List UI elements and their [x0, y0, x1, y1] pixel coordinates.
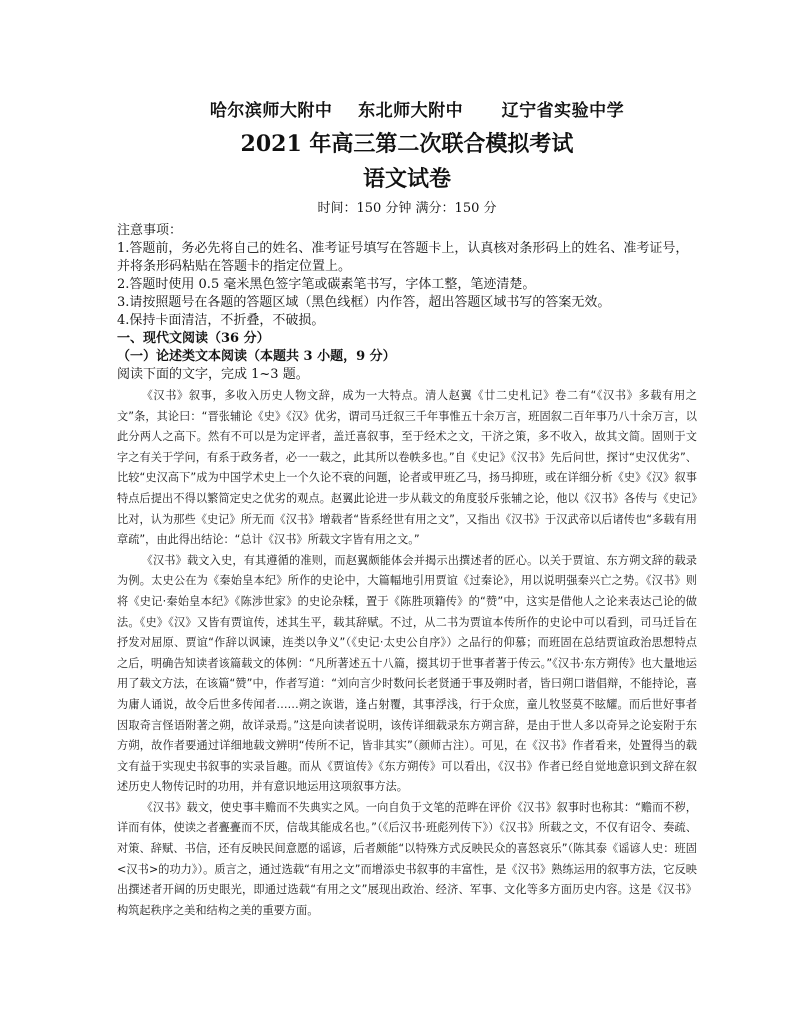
- passage-paragraph: 《汉书》载文，使史事丰赡而不失典实之风。一向自负于文笔的范晔在评价《汉书》叙事时也称其：“赡而不秽，详而有体，使读之者亹亹而不厌，信哉其能成名也。”（《后汉书·班彪列传下》）《汉书》所载之文，不仅有诏令、奏疏、对策、辞赋、书信，还有反映民间意愿的谣谚，后者颇能“以特殊方式反映民众的喜怒哀乐”（陈其泰《谣谚人史：班固<汉书>的功力》）。质言之，通过选载“有用之文”而增添史书叙事的丰富性，是《汉书》熟练运用的叙事方法，它反映出撰述者开阔的历史眼光，即通过选载“有用之文”展现出政治、经济、军事、文化等多方面历史内容。这是《汉书》构筑起秩序之美和结构之美的重要方面。: [117, 800, 697, 917]
- notice-heading: 注意事项：: [117, 223, 183, 238]
- exam-page: [117, 96, 697, 921]
- time-and-score: 时间：150 分钟 满分：150 分: [317, 201, 497, 216]
- subsection-heading: （一）论述类文本阅读（本题共 3 小题，9 分）: [117, 349, 396, 364]
- notice-item: 2.答题时使用 0.5 毫米黑色签字笔或碳素笔书写，字体工整，笔迹清楚。: [117, 277, 536, 292]
- section-heading: 一、现代文阅读（36 分）: [117, 331, 270, 346]
- notice-item: 4.保持卡面清洁，不折叠，不破损。: [117, 313, 325, 328]
- school-names: 哈尔滨师大附中 东北师大附中 辽宁省实验中学: [209, 101, 625, 121]
- exam-title: 2021 年高三第二次联合模拟考试: [240, 131, 574, 157]
- notice-item: 3.请按照题号在各题的答题区域（黑色线框）内作答，超出答题区域书写的答案无效。: [117, 295, 611, 310]
- notice-block: [117, 222, 697, 330]
- reading-instruction: 阅读下面的文字，完成 1~3 题。: [117, 367, 309, 382]
- passage-paragraph: 《汉书》叙事，多收入历史人物文辞，成为一大特点。清人赵翼《廿二史札记》卷二有“《汉书》多载有用之文”条，其论曰：“晋张辅论《史》《汉》优劣，谓司马迁叙三千年事惟五十余万言，班固叙二百年事乃八十余万言，以此分两人之高下。然有不可以是为定评者，盖迁喜叙事，至于经术之文，干济之策，多不收入，故其文简。固则于文字之有关于学问，有系于政务者，必一一载之，此其所以卷帙多也。”自《史记》《汉书》先后问世，探讨“史汉优劣”、比较“史汉高下”成为中国学术史上一个久论不衰的问题，论者或甲班乙马，扬马抑班，或在详细分析《史》《汉》叙事特点后提出不得以繁简定史之优劣的观点。赵翼此论进一步从载文的角度驳斥张辅之论，他以《汉书》各传与《史记》比对，认为那些《史记》所无而《汉书》增载者“皆系经世有用之文”，又指出《汉书》于汉武帝以后诸传也“多载有用章疏”，由此得出结论：“总计《汉书》所载文字皆有用之文。”: [117, 389, 697, 547]
- passage-paragraph: 《汉书》载文入史，有其遵循的准则，而赵翼颇能体会并揭示出撰述者的匠心。以关于贾谊、东方朔文辞的载录为例。太史公在为《秦始皇本纪》所作的史论中，大篇幅地引用贾谊《过秦论》，用以说明强秦兴亡之势。《汉书》则将《史记·秦始皇本纪》《陈涉世家》的史论杂糅，置于《陈胜项籍传》的“赞”中，这实是借他人之论来表达己论的做法。《史》《汉》又皆有贾谊传，述其生平，载其辞赋。不过，从二书为贾谊本传所作的史论中可以看到，司马迁旨在抒发对屈原、贾谊“作辞以讽谏，连类以争义”（《史记·太史公自序》）之品行的仰慕；而班固在总结贾谊政治思想特点之后，明确告知读者该篇载文的体例：“凡所著述五十八篇，掇其切于世事者著于传云。”《汉书·东方朔传》也大量地运用了载文方法，在该篇“赞”中，作者写道：“刘向言少时数问长老贤通于事及朔时者，皆曰朔口谐倡辩，不能持论，喜为庸人诵说，故令后世多传闻者……朔之诙谐，逢占射覆，其事浮浅，行于众庶，童儿牧竖莫不眩耀。而后世好事者因取奇言怪语附著之朔，故详录焉。”这是向读者说明，该传详细载录东方朔言辞，是由于世人多以奇异之论妄附于东方朔，故作者要通过详细地载文辨明“传所不记，皆非其实”（颜师古注）。可见，在《汉书》作者看来，处置得当的载文有益于实现史书叙事的实录旨趣。而从《贾谊传》《东方朔传》可以看出，《汉书》作者已经自觉地意识到文辞在叙述历史人物传记时的功用，并有意识地运用这项叙事方法。: [117, 553, 697, 794]
- notice-item: 1.答题前，务必先将自己的姓名、准考证号填写在答题卡上，认真核对条形码上的姓名、准考证号，并将条形码粘贴在答题卡的指定位置上。: [117, 241, 689, 274]
- reading-passage: [117, 386, 697, 921]
- subject-title: 语文试卷: [362, 166, 451, 192]
